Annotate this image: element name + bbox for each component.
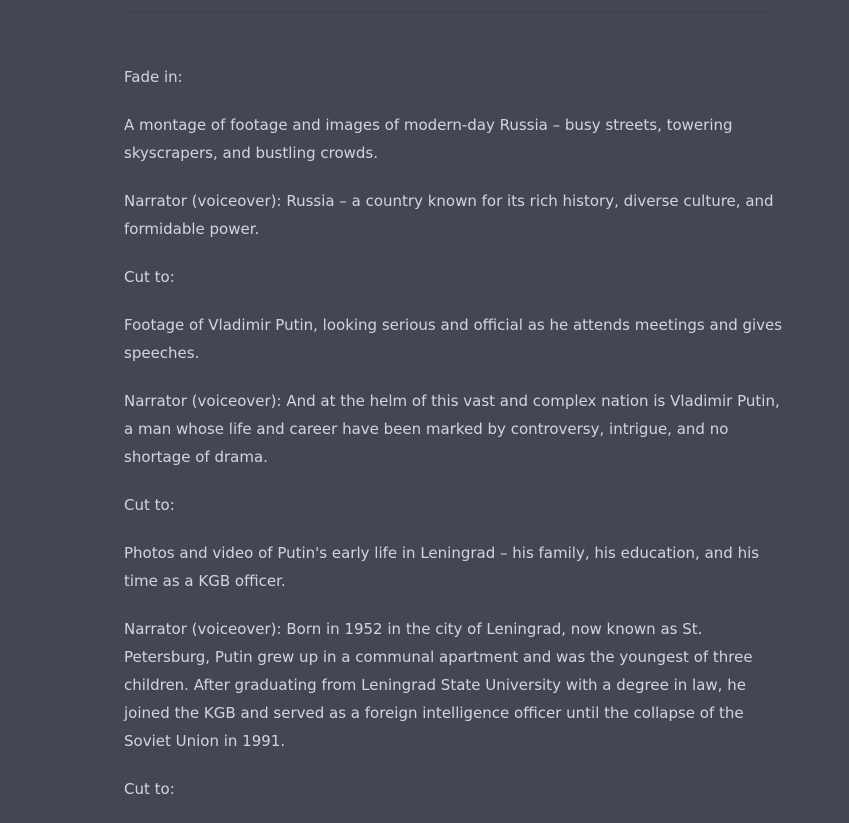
message-divider: [124, 12, 774, 13]
message-paragraph: A montage of footage and images of modern-day Russia – busy streets, towering skyscrapers, and bustling crowds.: [124, 116, 733, 162]
message-paragraph: Photos and video of Putin's early life in Leningrad – his family, his education, and his time as a KGB officer.: [124, 544, 760, 590]
message-paragraph: Narrator (voiceover): Russia – a country known for its rich history, diverse culture, and formidable power.: [124, 192, 774, 238]
message-paragraph: Footage of Vladimir Putin, looking serious and official as he attends meetings and gives speeches.: [124, 316, 783, 362]
message-paragraph: Narrator (voiceover): And at the helm of this vast and complex nation is Vladimir Putin, a man whose life and career have been marked by controversy, intrigue, and no shortage of drama.: [124, 392, 780, 466]
message-paragraph: Fade in:: [124, 68, 183, 86]
message-paragraph: Cut to:: [124, 780, 175, 798]
message-paragraph: Cut to:: [124, 496, 175, 514]
assistant-message: [124, 63, 784, 823]
message-paragraph: Cut to:: [124, 268, 175, 286]
message-paragraph: Narrator (voiceover): Born in 1952 in the city of Leningrad, now known as St. Petersburg, Putin grew up in a communal apartment and was the youngest of three children. After graduating from Leningrad State University with a degree in law, he joined the KGB and served as a foreign intelligence officer until the collapse of the Soviet Union in 1991.: [124, 620, 753, 750]
